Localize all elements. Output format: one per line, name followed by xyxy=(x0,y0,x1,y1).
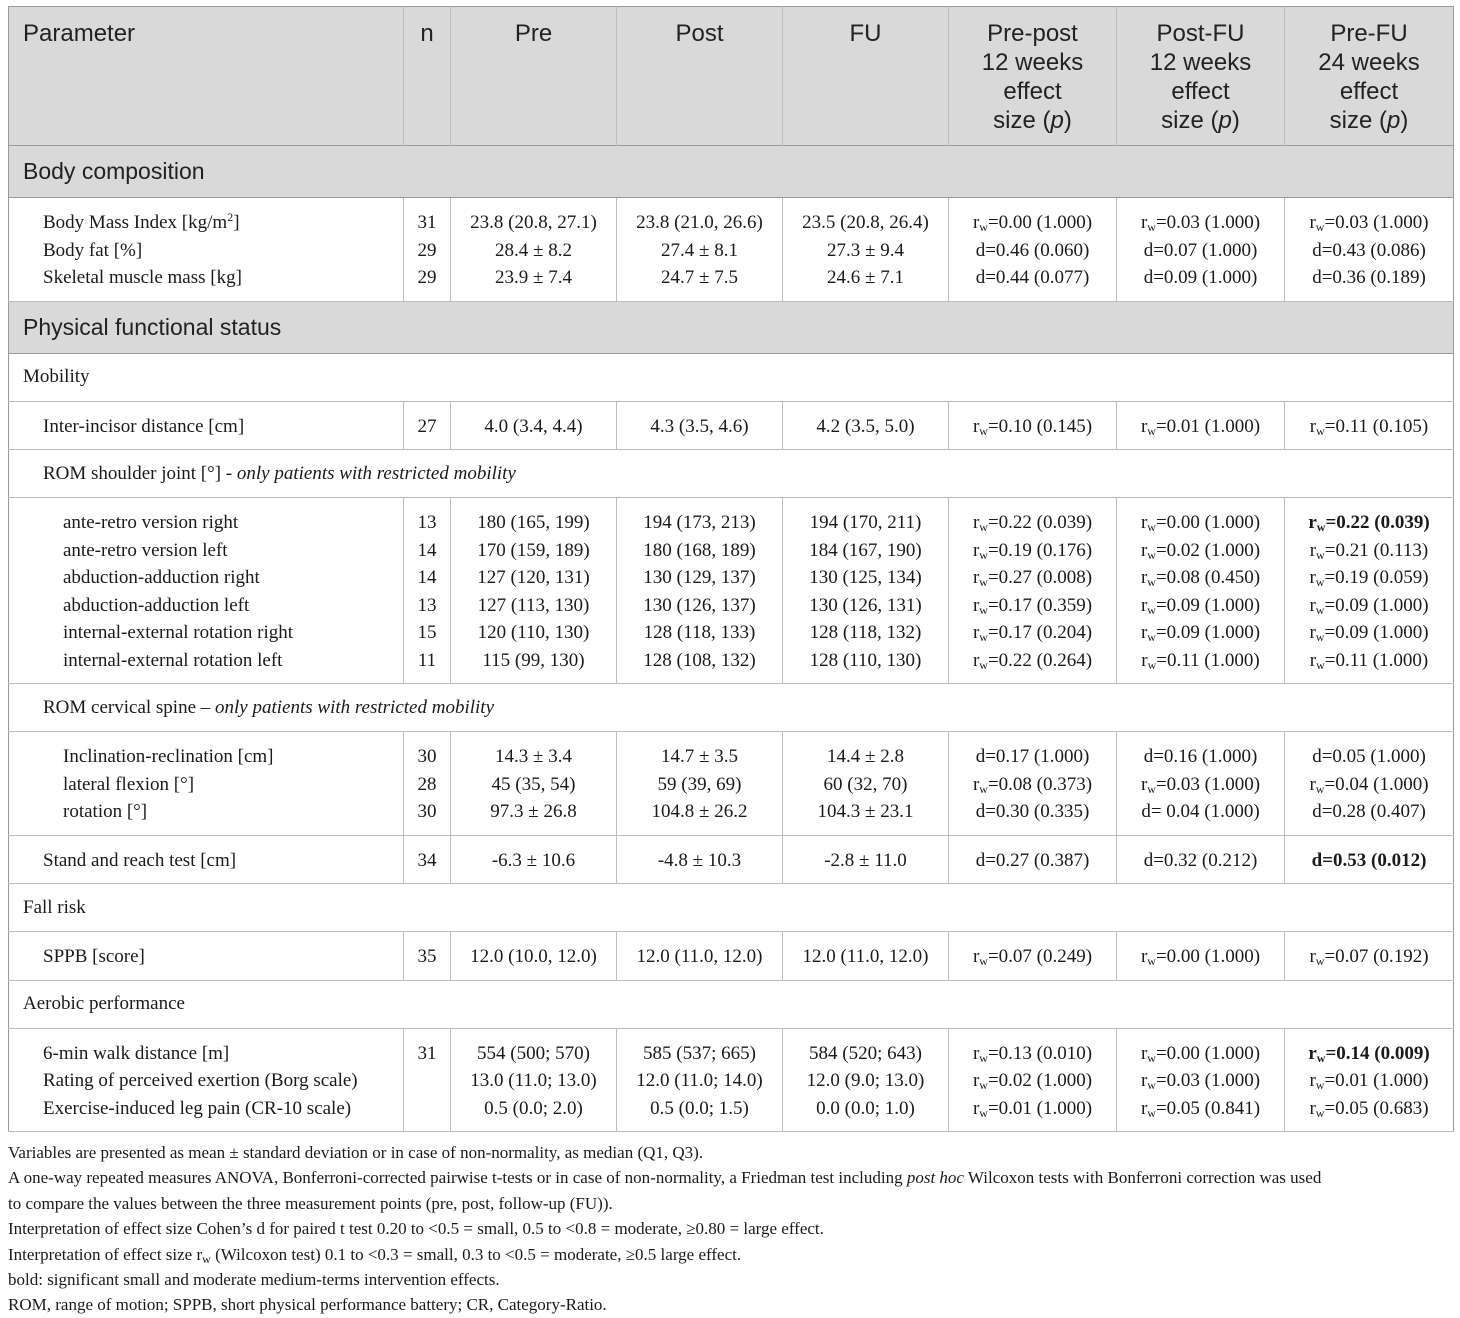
table-container xyxy=(8,6,1453,1318)
param-muscle: Skeletal muscle mass [kg] xyxy=(43,267,242,288)
footnote: bold: significant small and moderate medium-terms intervention effects. xyxy=(8,1270,500,1290)
table-row: Inter-incisor distance [cm] 27 4.0 (3.4, 4.4) 4.3 (3.5, 4.6) 4.2 (3.5, 5.0) $r_w=0.10$ (0.145) $r_w=0.01$ (1.000) $r_w=0.11$ (0.105) xyxy=(9,401,1454,450)
footnote: A one-way repeated measures ANOVA, Bonferroni-corrected pairwise t-tests or in case of non-normality, a Friedman test including post hoc Wilcoxon tests with Bonferroni correction was used xyxy=(8,1168,1322,1188)
footnote: to compare the values between the three measurement points (pre, post, follow-up (FU)). xyxy=(8,1193,613,1213)
param-incisor: Inter-incisor distance [cm] xyxy=(43,415,245,437)
table-row-group: 6-min walk distance [m] Rating of perceived exertion (Borg scale) Exercise-induced leg pain (CR-10 scale) 31 554 (500; 570) 13.0 (11.0; 13.0) 0.5 (0.0; 2.0) 585 (537; 665) 12.0 (11.0; 14.0) 0.5 (0.0; 1.5) 584 (520; 643) 12.0 (9.0; 13.0) 0.0 (0.0; 1.0) $r_w=0.13$ (0.010) $r_w=0.02$ (1.000) $r_w=0.01$ (1.000) $r_w=0.00$ (1.000) $r_w=0.03$ (1.000) $r_w=0.05$ (0.841) $r_w=0.14$ (0.009) $r_w=0.01$ (1.000) $r_w=0.05$ (0.683) xyxy=(9,1028,1454,1132)
header-postfu: Post-FU 12 weeks effect size (p) xyxy=(1117,7,1285,146)
header-prepost: Pre-post 12 weeks effect size (p) xyxy=(949,7,1117,146)
results-table xyxy=(8,6,1454,1132)
table-row: SPPB [score] 35 12.0 (10.0, 12.0) 12.0 (11.0, 12.0) 12.0 (11.0, 12.0) $r_w=0.07$ (0.249) $r_w=0.00$ (1.000) $r_w=0.07$ (0.192) xyxy=(9,932,1454,981)
footnote: ROM, range of motion; SPPB, short physical performance battery; CR, Category-Ratio. xyxy=(8,1295,607,1315)
header-parameter: Parameter xyxy=(9,7,404,146)
header-n: n xyxy=(404,7,451,146)
section-physical-functional-status: Physical functional status xyxy=(9,301,1454,353)
table-row: Stand and reach test [cm] 34 -6.3 ± 10.6 -4.8 ± 10.3 -2.8 ± 11.0 d=0.27 (0.387) d=0.32 (0.212) d=0.53 (0.012) xyxy=(9,835,1454,884)
header-fu: FU xyxy=(783,7,949,146)
subsection-mobility: Mobility xyxy=(9,353,1454,401)
subsection-rom-cervical: ROM cervical spine – only patients with restricted mobility xyxy=(9,684,1454,732)
param-fat: Body fat [%] xyxy=(43,239,143,261)
bold-significant-value: d=0.53 (0.012) xyxy=(1311,849,1427,871)
subsection-rom-shoulder: ROM shoulder joint [°] - only patients with restricted mobility xyxy=(9,450,1454,498)
table-row-group: ante-retro version right ante-retro version left abduction-adduction right abduction-adduction left internal-external rotation right internal-external rotation left 13 14 14 13 15 11 180 (165, 199) 170 (159, 189) 127 (120, 131) 127 (113, 130) 120 (110, 130) 115 (99, 130) 194 (173, 213) 180 (168, 189) 130 (129, 137) 130 (126, 137) 128 (118, 133) 128 (108, 132) 194 (170, 211) 184 (167, 190) 130 (125, 134) 130 (126, 131) 128 (118, 132) 128 (110, 130) $r_w=0.22$ (0.039) $r_w=0.19$ (0.176) $r_w=0.27$ (0.008) $r_w=0.17$ (0.359) $r_w=0.17$ (0.204) $r_w=0.22$ (0.264) $r_w=0.00$ (1.000) $r_w=0.02$ (1.000) $r_w=0.08$ (0.450) $r_w=0.09$ (1.000) $r_w=0.09$ (1.000) $r_w=0.11$ (1.000) $r_w=0.22$ (0.039) $r_w=0.21$ (0.113) $r_w=0.19$ (0.059) $r_w=0.09$ (1.000) $r_w=0.09$ (1.000) $r_w=0.11$ (1.000) xyxy=(9,498,1454,684)
param-bmi: Body Mass Index $[kg/m^2]$ xyxy=(43,210,240,233)
header-prefu: Pre-FU 24 weeks effect size (p) xyxy=(1285,7,1454,146)
header-post: Post xyxy=(617,7,783,146)
bold-significant-value: $r_w=0.22$ (0.039) xyxy=(1308,512,1430,534)
subsection-aerobic: Aerobic performance xyxy=(9,980,1454,1028)
header-pre: Pre xyxy=(451,7,617,146)
section-body-composition: Body composition xyxy=(9,146,1454,198)
table-row-group: Body Mass Index $[kg/m^2]$ Body fat [%] Skeletal muscle mass [kg] 31 29 29 23.8 (20.8, 27.1) 28.4 ± 8.2 23.9 ± 7.4 23.8 (21.0, 26.6) 27.4 ± 8.1 24.7 ± 7.5 23.5 (20.8, 26.4) 27.3 ± 9.4 24.6 ± 7.1 $r_w=0.00$ (1.000) d=0.46 (0.060) d=0.44 (0.077) $r_w=0.03$ (1.000) d=0.07 (1.000) d=0.09 (1.000) $r_w=0.03$ (1.000) d=0.43 (0.086) d=0.36 (0.189) xyxy=(9,198,1454,302)
footnote: Interpretation of effect size Cohen’s d for paired t test 0.20 to <0.5 = small, 0.5 to <0.8 = moderate, ≥0.80 = large effect. xyxy=(8,1219,824,1239)
table-footnotes xyxy=(8,1140,1453,1318)
footnote: Variables are presented as mean ± standard deviation or in case of non-normality, as median (Q1, Q3). xyxy=(8,1143,704,1162)
footnote: Interpretation of effect size $r_w$ (Wilcoxon test) 0.1 to <0.3 = small, 0.3 to <0.5 = moderate, ≥0.5 large effect. xyxy=(8,1244,742,1266)
subsection-fall-risk: Fall risk xyxy=(9,884,1454,932)
table-row-group: Inclination-reclination [cm] lateral flexion [°] rotation [°] 30 28 30 14.3 ± 3.4 45 (35, 54) 97.3 ± 26.8 14.7 ± 3.5 59 (39, 69) 104.8 ± 26.2 14.4 ± 2.8 60 (32, 70) 104.3 ± 23.1 d=0.17 (1.000) $r_w=0.08$ (0.373) d=0.30 (0.335) d=0.16 (1.000) $r_w=0.03$ (1.000) d= 0.04 (1.000) d=0.05 (1.000) $r_w=0.04$ (1.000) d=0.28 (0.407) xyxy=(9,732,1454,836)
table-header-row xyxy=(9,7,1454,146)
bold-significant-value: $r_w=0.14$ (0.009) xyxy=(1308,1042,1430,1065)
